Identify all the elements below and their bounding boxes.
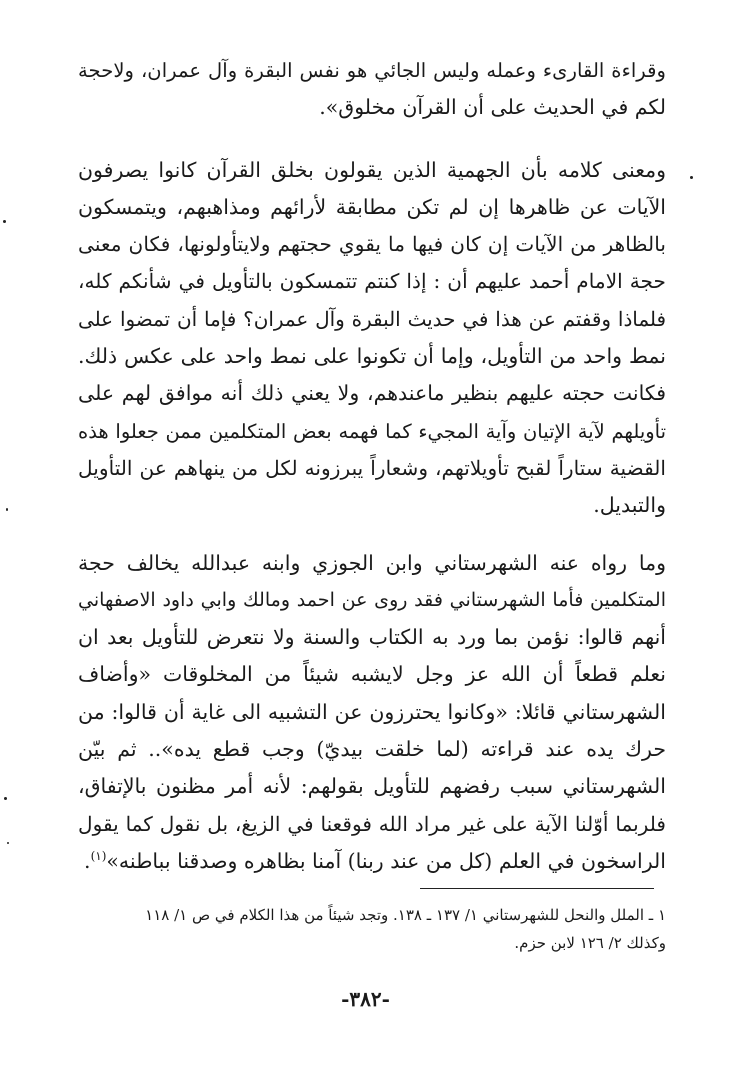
scan-speck: [4, 797, 7, 800]
final-line-period: .: [84, 848, 91, 873]
paragraph-2: [78, 152, 666, 525]
scan-speck: [690, 176, 693, 179]
main-text: [78, 52, 666, 880]
footnote-line: ١ ـ الملل والنحل للشهرستاني ١/ ١٣٧ ـ ١٣٨. وتجد شيئاً من هذا الكلام في ص ١/ ١١٨: [145, 906, 666, 924]
text-line: حرك يده عند قراءته (لما خلقت بيديّ) وجب قطع يده».. ثم بيّن: [78, 737, 666, 762]
footnote-separator: [420, 888, 654, 889]
text-line-final: [78, 843, 666, 880]
text-line: الشهرستاني سبب رفضهم للتأويل بقولهم: لأنه أمر مظنون بالإتفاق،: [78, 774, 666, 799]
paragraph-3: [78, 545, 666, 881]
text-line: نعلم قطعاً أن الله عز وجل لايشبه شيئاً من المخلوقات «وأضاف: [78, 662, 666, 687]
scan-speck: [3, 220, 6, 223]
text-line: نمط واحد من التأويل، وإما أن تكونوا على نمط واحد على عكس ذلك.: [78, 344, 666, 369]
text-line: والتبديل.: [593, 493, 666, 518]
scan-speck: [6, 508, 8, 511]
scan-speck: [7, 842, 9, 844]
page-number: -٣٨٢-: [341, 987, 390, 1011]
text-line: وقراءة القارىء وعمله وليس الجائي هو نفس البقرة وآل عمران، ولاحجة: [78, 59, 666, 82]
text-line: وما رواه عنه الشهرستاني وابن الجوزي وابنه عبدالله يخالف حجة: [78, 550, 666, 575]
text-line: أنهم قالوا: نؤمن بما ورد به الكتاب والسنة ولا نتعرض للتأويل بعد ان: [78, 625, 666, 650]
text-line: فلماذا وقفتم عن هذا في حديث البقرة وآل عمران؟ فإما أن تمضوا على: [78, 307, 666, 331]
text-line: حجة الامام أحمد عليهم أن : إذا كنتم تتمسكون بالتأويل في شأنكم كله،: [78, 269, 666, 294]
text-line: القضية ستاراً لقبح تأويلاتهم، وشعاراً يبرزونه لكل من ينهاهم عن التأويل: [78, 455, 666, 480]
footnotes: [78, 901, 666, 957]
text-line: فكانت حجته عليهم بنظير ماعندهم، ولا يعني ذلك أنه موافق لهم على: [78, 381, 666, 406]
footnote-reference[interactable]: (١): [90, 849, 107, 864]
text-line: فلربما أوّلنا الآية على غير مراد الله فوقعنا في الزيغ، بل نقول كما يقول: [78, 811, 666, 836]
final-line-text: الراسخون في العلم (كل من عند ربنا) آمنا بظاهره وصدقنا بباطنه»: [106, 848, 666, 873]
text-line: بالظاهر من الآيات إن كان فيها ما يقوي حجتهم ولايتأولونها، فكان معنى: [78, 232, 666, 257]
paragraph-1: [78, 52, 666, 127]
text-line: الآيات عن ظاهرها إن لم تكن مطابقة لأرائهم ومذاهبهم، ويتمسكون: [78, 194, 666, 219]
text-line: تأويلهم لآية الإتيان وآية المجيء كما فهمه بعض المتكلمين ممن جعلوا هذه: [78, 419, 666, 443]
text-line: الشهرستاني قائلا: «وكانوا يحترزون عن التشبيه الى غاية أن قالوا: من: [78, 699, 666, 724]
text-line: لكم في الحديث على أن القرآن مخلوق».: [319, 95, 666, 120]
text-line: المتكلمين فأما الشهرستاني فقد روى عن احمد ومالك وابي داود الاصفهاني: [78, 588, 666, 611]
text-line: ومعنى كلامه بأن الجهمية الذين يقولون بخلق القرآن كانوا يصرفون: [78, 157, 666, 182]
footnote-line: وكذلك ٢/ ١٢٦ لابن حزم.: [514, 934, 666, 952]
